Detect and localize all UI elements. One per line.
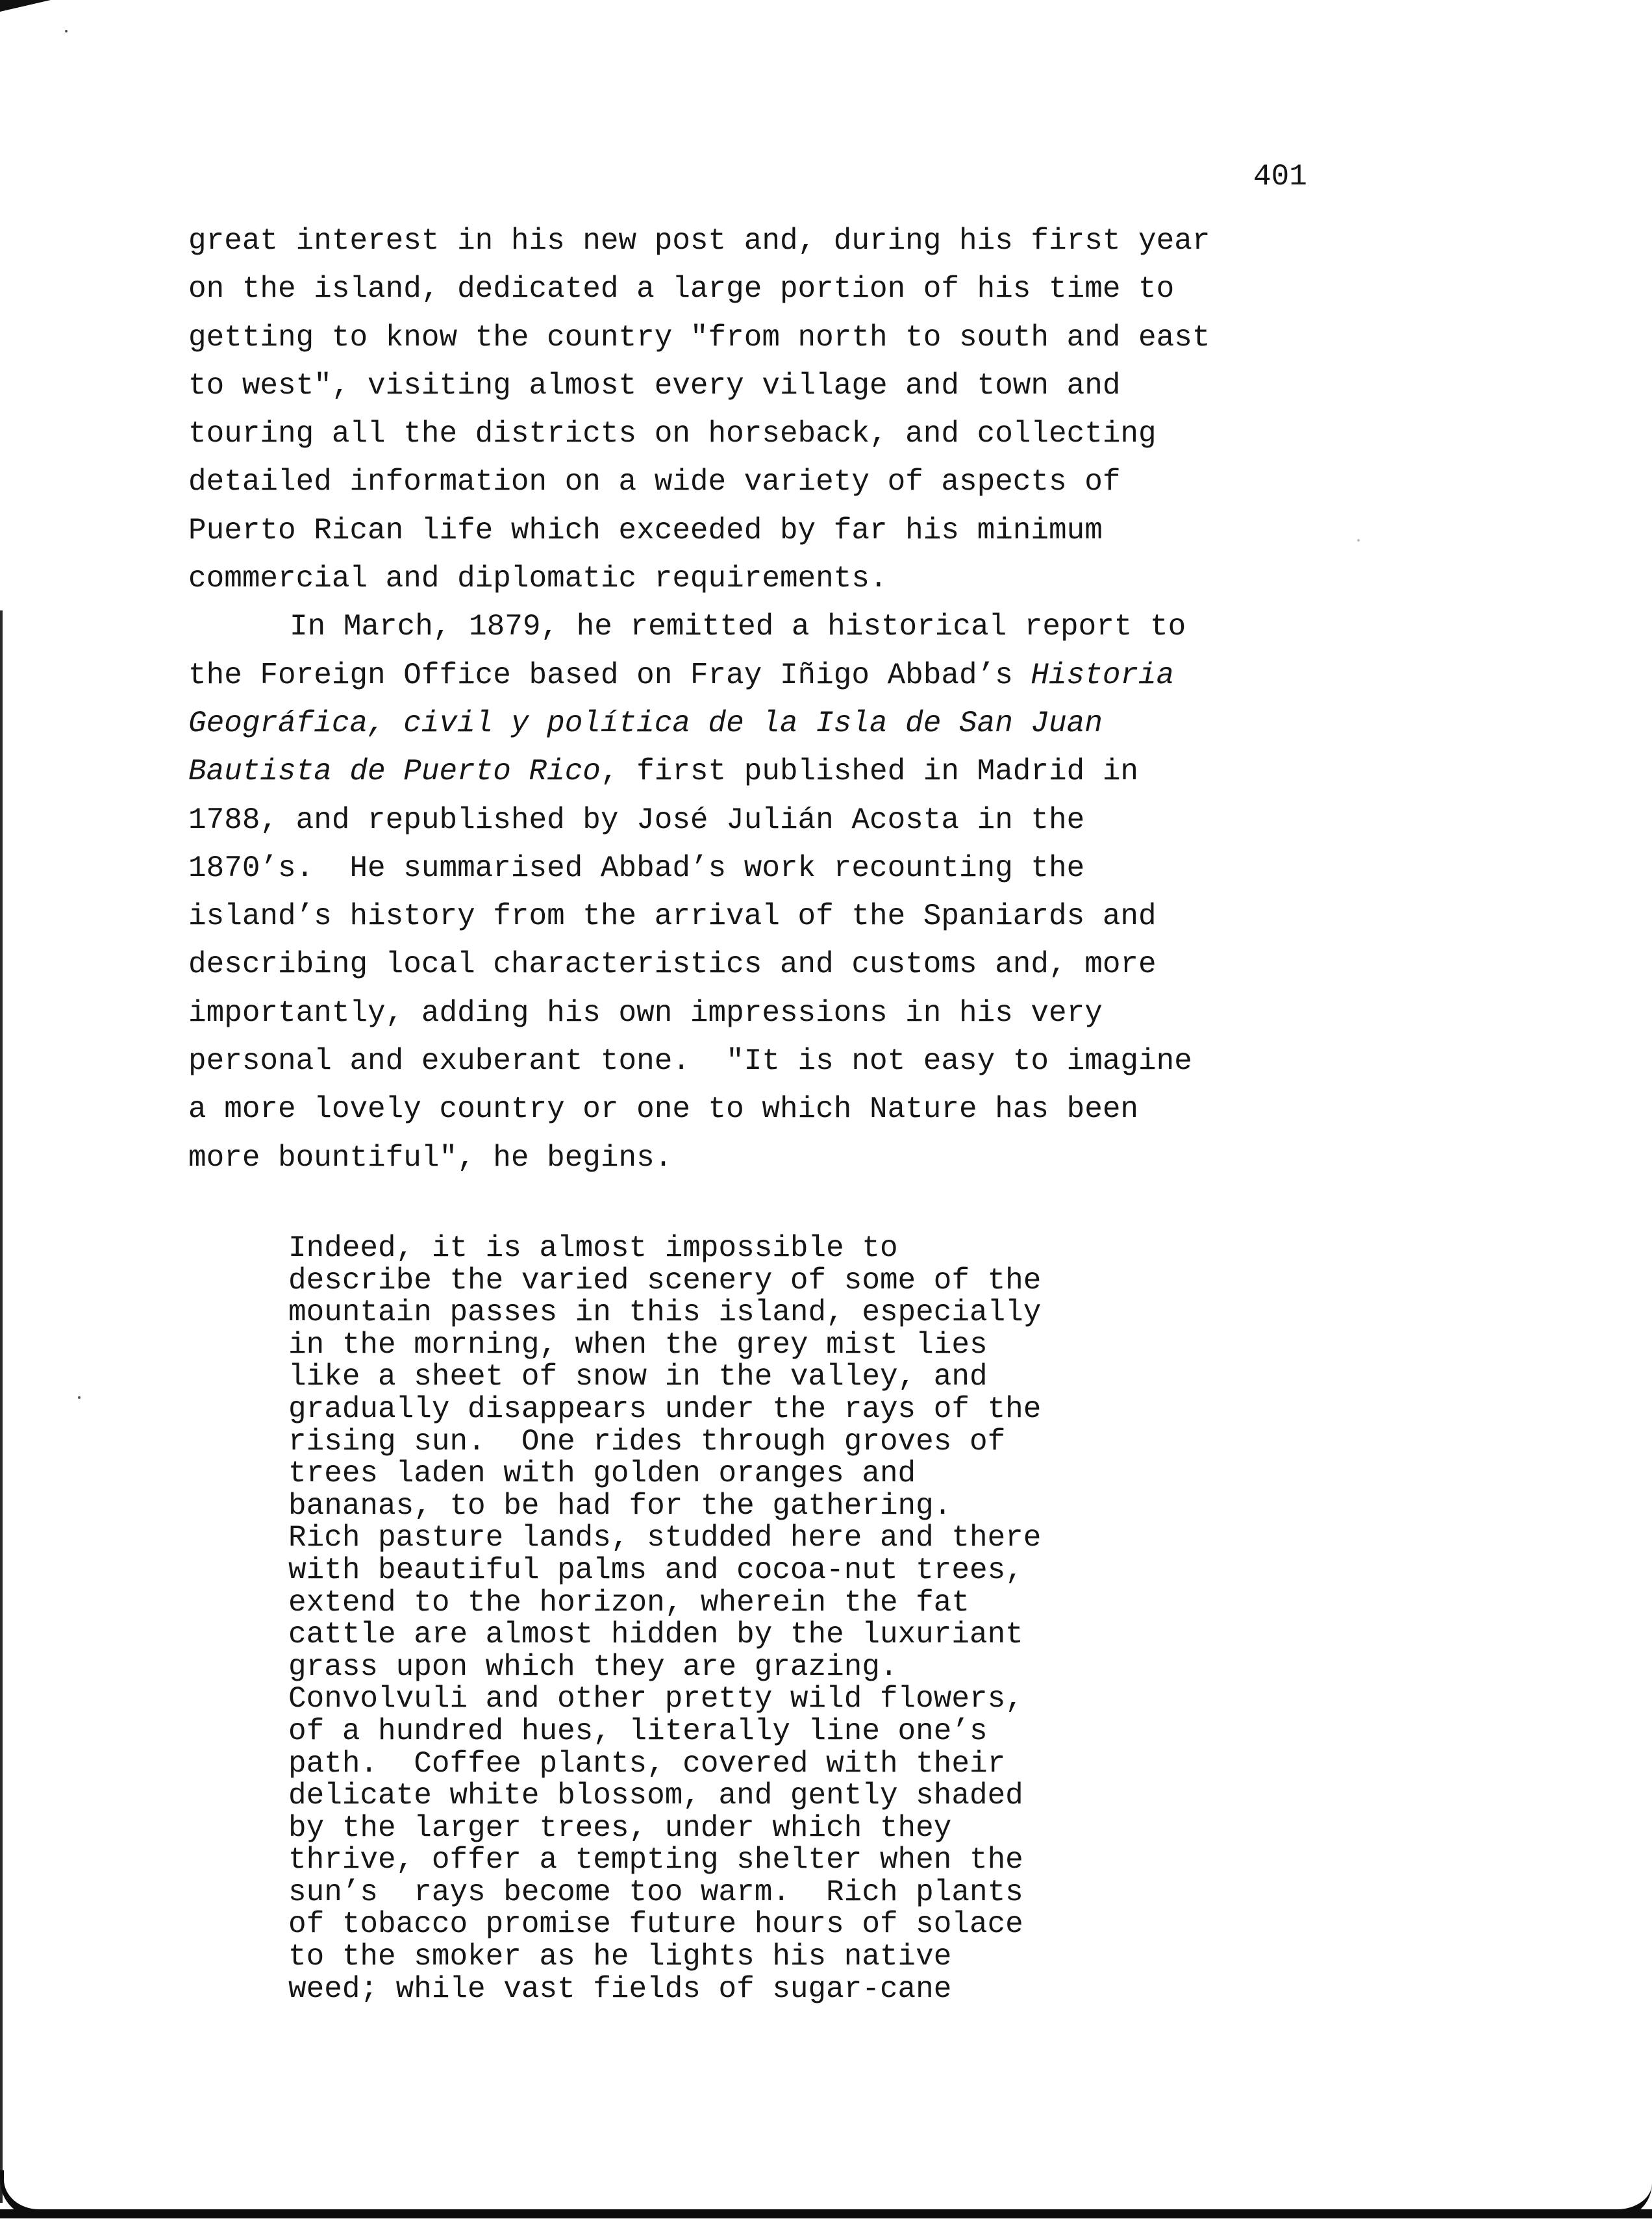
paragraph-2-line: importantly, adding his own impressions in his very [188, 996, 1103, 1030]
scan-bottom-edge [0, 2203, 1652, 2221]
quote-line: rising sun. One rides through groves of [288, 1424, 1006, 1459]
scan-speck [65, 30, 68, 32]
quote-line: of tobacco promise future hours of solace [288, 1907, 1023, 1942]
paragraph-1-line: getting to know the country "from north to south and east [188, 320, 1210, 355]
paragraph-2-line [188, 699, 1331, 747]
quote-line: sun’s rays become too warm. Rich plants [288, 1875, 1023, 1909]
quote-line: extend to the horizon, wherein the fat [288, 1585, 970, 1620]
quote-line: thrive, offer a tempting shelter when the [288, 1843, 1023, 1877]
scan-bottom-band [0, 2209, 1652, 2218]
paragraph-2-line [188, 651, 1331, 699]
scan-left-edge [0, 610, 3, 2215]
paragraph-2-text: , first published in Madrid in [600, 755, 1139, 789]
paragraph-2-line: 1870’s. He summarised Abbad’s work recounting the [188, 851, 1085, 885]
paragraph-2-line: describing local characteristics and customs and, more [188, 947, 1157, 982]
block-quote [288, 1233, 1197, 2005]
quote-line: to the smoker as he lights his native [288, 1940, 952, 1974]
paragraph-2-line [188, 747, 1331, 796]
quote-line: Indeed, it is almost impossible to [288, 1231, 898, 1265]
quote-line: cattle are almost hidden by the luxuriant [288, 1618, 1023, 1652]
paragraph-2-line: island’s history from the arrival of the Spaniards and [188, 899, 1157, 934]
book-title-text: Geográfica, civil y política de la Isla de San Juan [188, 706, 1103, 740]
quote-line: like a sheet of snow in the valley, and [288, 1360, 988, 1394]
paragraph-1-line: commercial and diplomatic requirements. [188, 562, 888, 596]
scan-speck [78, 1396, 81, 1399]
paragraph-2-text: the Foreign Office based on Fray Iñigo Abbad’s [188, 658, 1031, 692]
scan-speck [1357, 539, 1360, 542]
quote-line: in the morning, when the grey mist lies [288, 1327, 988, 1362]
book-title-text: Bautista de Puerto Rico [188, 755, 601, 789]
quote-line: grass upon which they are grazing. [288, 1650, 898, 1684]
paragraph-1-line: Puerto Rican life which exceeded by far his minimum [188, 513, 1103, 547]
quote-line: trees laden with golden oranges and [288, 1457, 916, 1491]
quote-line: Rich pasture lands, studded here and there [288, 1521, 1042, 1555]
quote-line: mountain passes in this island, especially [288, 1296, 1042, 1330]
quote-line: delicate white blossom, and gently shaded [288, 1779, 1023, 1813]
quote-line: weed; while vast fields of sugar-cane [288, 1972, 952, 2006]
quote-line: by the larger trees, under which they [288, 1811, 952, 1845]
paragraph-1-line: on the island, dedicated a large portion of his time to [188, 272, 1175, 307]
quote-line: bananas, to be had for the gathering. [288, 1488, 952, 1523]
page-number: 401 [1253, 160, 1307, 194]
paragraph-2-line: personal and exuberant tone. "It is not easy to imagine [188, 1044, 1192, 1079]
paragraph-2-line: In March, 1879, he remitted a historical report to [290, 610, 1186, 644]
paragraph-1-line: great interest in his new post and, during his first year [188, 224, 1210, 258]
quote-line: with beautiful palms and cocoa-nut trees, [288, 1553, 1023, 1587]
paragraph-2-line: a more lovely country or one to which Nature has been [188, 1092, 1139, 1127]
scan-corner-mark [0, 0, 51, 12]
quote-line: gradually disappears under the rays of the [288, 1392, 1042, 1426]
paragraph-1-line: detailed information on a wide variety of aspects of [188, 465, 1121, 499]
quote-line: Convolvuli and other pretty wild flowers, [288, 1682, 1023, 1716]
quote-line: of a hundred hues, literally line one’s [288, 1714, 988, 1748]
paragraph-1-line: to west", visiting almost every village and town and [188, 368, 1121, 403]
paragraph-2-line: 1788, and republished by José Julián Acosta in the [188, 803, 1085, 837]
paragraph-1-line: touring all the districts on horseback, and collecting [188, 417, 1157, 451]
quote-line: describe the varied scenery of some of the [288, 1263, 1042, 1298]
quote-line: path. Coffee plants, covered with their [288, 1746, 1006, 1781]
paragraph-2-line: more bountiful", he begins. [188, 1140, 673, 1175]
body-text [188, 217, 1331, 1182]
book-title-text: Historia [1031, 658, 1175, 692]
